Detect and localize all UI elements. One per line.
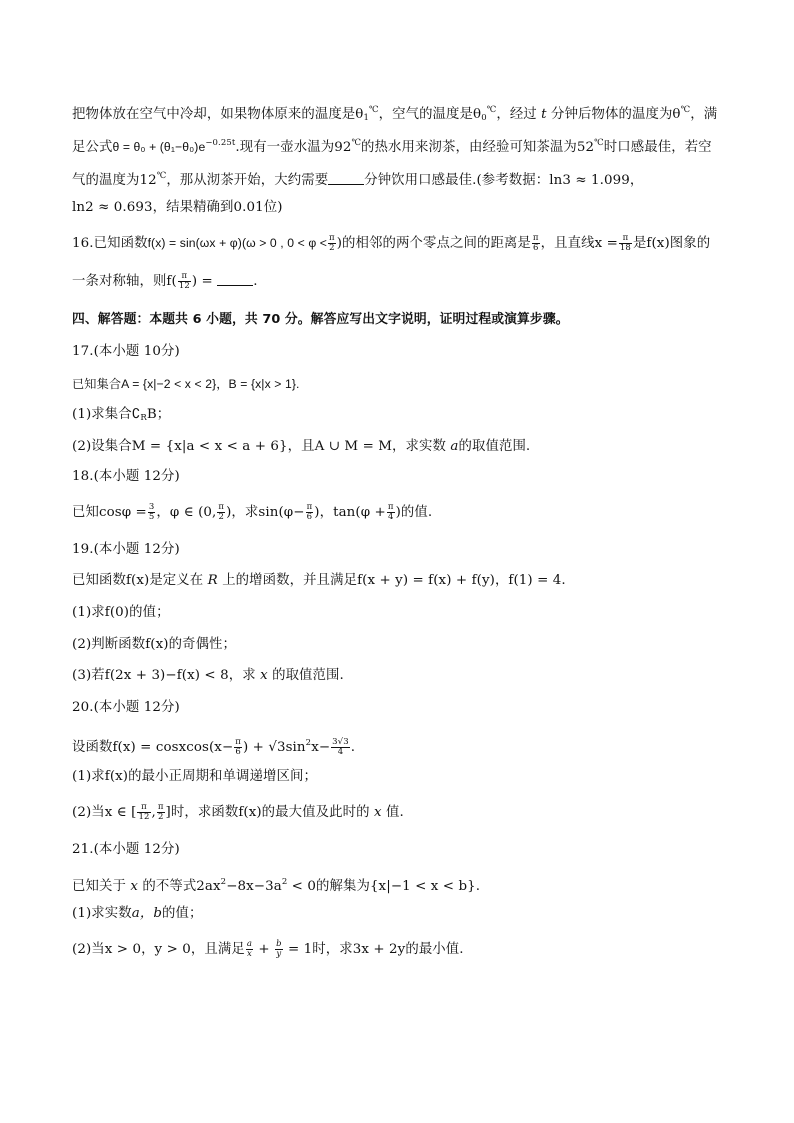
text: 的不等式2ax: [142, 879, 221, 894]
fraction: [148, 503, 156, 522]
text: 分钟饮用口感最佳.(参考数据：ln3 ≈ 1.099，: [364, 173, 644, 188]
text: 已知关于: [72, 879, 126, 894]
text: 时口感最佳，若空: [603, 140, 712, 155]
plus-sign: +: [254, 942, 275, 957]
variable-x: x: [130, 879, 138, 894]
denominator: 4: [337, 747, 344, 757]
text: 把物体放在空气中冷却，如果物体原来的温度是θ: [72, 107, 364, 122]
q19-line-1: [72, 571, 722, 591]
text: )的值.: [395, 505, 433, 520]
text: ln2 ≈ 0.693，结果精确到0.01位): [72, 200, 283, 215]
text: B；: [146, 407, 171, 422]
text: x−: [311, 740, 331, 755]
exponent: 2: [220, 877, 227, 887]
q21-line-2: [72, 904, 722, 924]
q20-line-3: (2)当x ∈ [ $\frac{\pi}{12}$ , $\frac{\pi}{2}$ ]时，求函数f(x)的最大值及此时的 x 值.: [72, 802, 404, 822]
q21-line-3: [72, 940, 722, 960]
text: )的相邻的两个零点之间的距离是: [336, 236, 531, 251]
numerator: π: [329, 233, 335, 243]
denominator: 12: [138, 812, 150, 822]
text: ) =: [191, 274, 213, 289]
q21-header: 21.(本小题 12分): [72, 842, 180, 857]
p15-line-4: [72, 198, 722, 218]
numerator: π: [532, 233, 539, 243]
text: ]时，求函数f(x)的最大值及此时的: [165, 805, 370, 820]
answer-blank: [328, 172, 364, 185]
fraction: [275, 940, 283, 959]
text: ，那从沏茶开始，大约需要: [166, 173, 329, 188]
numerator: a: [246, 939, 253, 949]
q20-line-2: (1)求f(x)的最小正周期和单调递增区间；: [72, 769, 317, 784]
text: = 1时，求3x + 2y的最小值.: [283, 942, 464, 957]
denominator: 2: [157, 812, 164, 822]
denominator: 6: [306, 512, 313, 522]
subscript: R: [140, 413, 147, 423]
text: < 0的解集为{x|−1 < x < b}.: [287, 879, 481, 894]
numerator: π: [178, 272, 191, 282]
fraction: [217, 503, 225, 522]
p16-line-2: 一条对称轴，则f( $\frac{\pi}{12}$ ) = .: [72, 271, 258, 291]
text: 的取值范围.: [272, 668, 344, 683]
text: 的值；: [162, 906, 203, 921]
numerator: π: [387, 502, 394, 512]
variable-R: R: [207, 573, 218, 588]
text: .现有一壶水温为92: [235, 140, 352, 155]
q19-line-3: (2)判断函数f(x)的奇偶性；: [72, 637, 237, 652]
variable-t: t: [541, 107, 547, 122]
variables-a-b: a，b: [131, 906, 162, 921]
degree-symbol: ℃: [351, 138, 362, 148]
denominator: 6: [235, 747, 241, 757]
degree-symbol: ℃: [368, 105, 379, 115]
text: 已知函数f(x)是定义在: [72, 573, 204, 588]
fraction: [157, 803, 165, 822]
q20-line-1: [72, 733, 722, 758]
numerator: π: [137, 803, 150, 813]
text: 分钟后物体的温度为θ: [551, 107, 681, 122]
text: ，空气的温度是θ: [378, 107, 482, 122]
variable-x: x: [373, 805, 382, 820]
text: −8x−3a: [226, 879, 282, 894]
text: 设函数f(x) = cosxcos(x−: [72, 740, 234, 755]
variable-a: a: [450, 439, 459, 454]
fraction: [246, 940, 253, 959]
text: (3)若f(2x + 3)−f(x) < 8，求: [72, 668, 256, 683]
exponent: −0.25t: [205, 138, 236, 148]
q17-line-2: [72, 405, 722, 428]
text: 上的增函数，并且满足f(x + y) = f(x) + f(y)，f(1) = 4.: [222, 573, 566, 588]
p16-line-1: [72, 233, 722, 254]
fraction: [137, 803, 150, 822]
fraction: [178, 272, 191, 291]
degree-symbol: ℃: [680, 105, 691, 115]
p15-line-1: [72, 100, 722, 128]
text: )，求sin(φ−: [226, 505, 305, 520]
q20-header: 20.(本小题 12分): [72, 700, 180, 715]
section-heading: 四、解答题：本题共 6 小题，共 70 分。解答应写出文字说明，证明过程或演算步骤。: [72, 312, 569, 327]
degree-symbol: ℃: [156, 171, 167, 181]
text: (2)当x > 0，y > 0，且满足: [72, 942, 245, 957]
text: ，经过: [496, 107, 537, 122]
numerator: π: [157, 802, 164, 812]
q19-line-4: [72, 666, 722, 686]
degree-symbol: ℃: [594, 138, 604, 148]
q18-line-1: [72, 503, 722, 523]
fraction: [387, 503, 395, 522]
variable-x: x: [260, 668, 268, 683]
text: 已知集合A = {x|−2 < x < 2}，B = {x|x > 1}.: [72, 377, 300, 391]
fraction: [619, 234, 632, 253]
text: (2)设集合M = {x|a < x < a + 6}，且A ∪ M = M，求实数: [72, 439, 447, 454]
text: ，且直线x =: [540, 236, 618, 251]
denominator: 18: [619, 243, 631, 253]
numerator: π: [218, 502, 225, 512]
text: (2)当x ∈ [: [72, 805, 137, 820]
q18-header: 18.(本小题 12分): [72, 469, 180, 484]
text: (1)求实数: [72, 906, 132, 921]
numerator: 3√3: [332, 737, 349, 747]
text: 的取值范围.: [458, 439, 531, 454]
numerator: π: [235, 737, 241, 747]
text: .: [350, 740, 356, 755]
text: ) + √3sin: [242, 740, 306, 755]
fraction: [234, 738, 242, 757]
numerator: π: [306, 502, 313, 512]
text: 足公式: [72, 140, 113, 155]
q19-header: 19.(本小题 12分): [72, 542, 180, 557]
fraction: [306, 503, 314, 522]
q17-line-1: [72, 374, 722, 395]
p15-line-3: [72, 166, 722, 191]
q17-line-3: [72, 437, 722, 457]
text: 值.: [385, 805, 404, 820]
fraction: [331, 738, 350, 757]
q17-header: 17.(本小题 10分): [72, 344, 180, 359]
text: 16.已知函数: [72, 236, 148, 251]
fraction: [532, 234, 540, 253]
denominator: 2: [218, 512, 224, 522]
denominator: 6: [533, 243, 539, 253]
text: 已知cosφ =: [72, 505, 147, 520]
q19-line-2: (1)求f(0)的值；: [72, 605, 170, 620]
numerator: b: [276, 939, 282, 949]
exponent: 2: [305, 738, 312, 748]
q21-line-1: [72, 872, 722, 897]
denominator: 5: [148, 512, 155, 522]
text: ，满: [690, 107, 718, 122]
denominator: 4: [387, 512, 394, 522]
denominator: x: [246, 949, 252, 959]
text: (1)求集合∁: [72, 407, 141, 422]
fraction: [328, 234, 336, 253]
text: 的热水用来沏茶，由经验可知茶温为52: [361, 140, 595, 155]
numerator: 3: [148, 502, 155, 512]
degree-symbol: ℃: [486, 105, 497, 115]
denominator: 12: [178, 281, 190, 291]
p15-line-2: [72, 133, 722, 158]
text: 气的温度为12: [72, 173, 157, 188]
denominator: 2: [329, 243, 335, 253]
text: )，tan(φ +: [314, 505, 386, 520]
numerator: π: [619, 234, 632, 244]
subscript: 1: [363, 113, 369, 123]
text: ，φ ∈ (0,: [156, 505, 217, 520]
text: 一条对称轴，则f(: [72, 274, 177, 289]
denominator: y: [276, 949, 282, 959]
answer-blank: [217, 273, 253, 286]
formula: θ = θ₀ + (θ₁−θ₀)e: [112, 140, 206, 154]
text: 是f(x)图象的: [632, 236, 711, 251]
subscript: 0: [481, 113, 487, 123]
formula: f(x) = sin(ωx + φ)(ω > 0 , 0 < φ <: [147, 236, 328, 250]
exponent: 2: [281, 877, 288, 887]
